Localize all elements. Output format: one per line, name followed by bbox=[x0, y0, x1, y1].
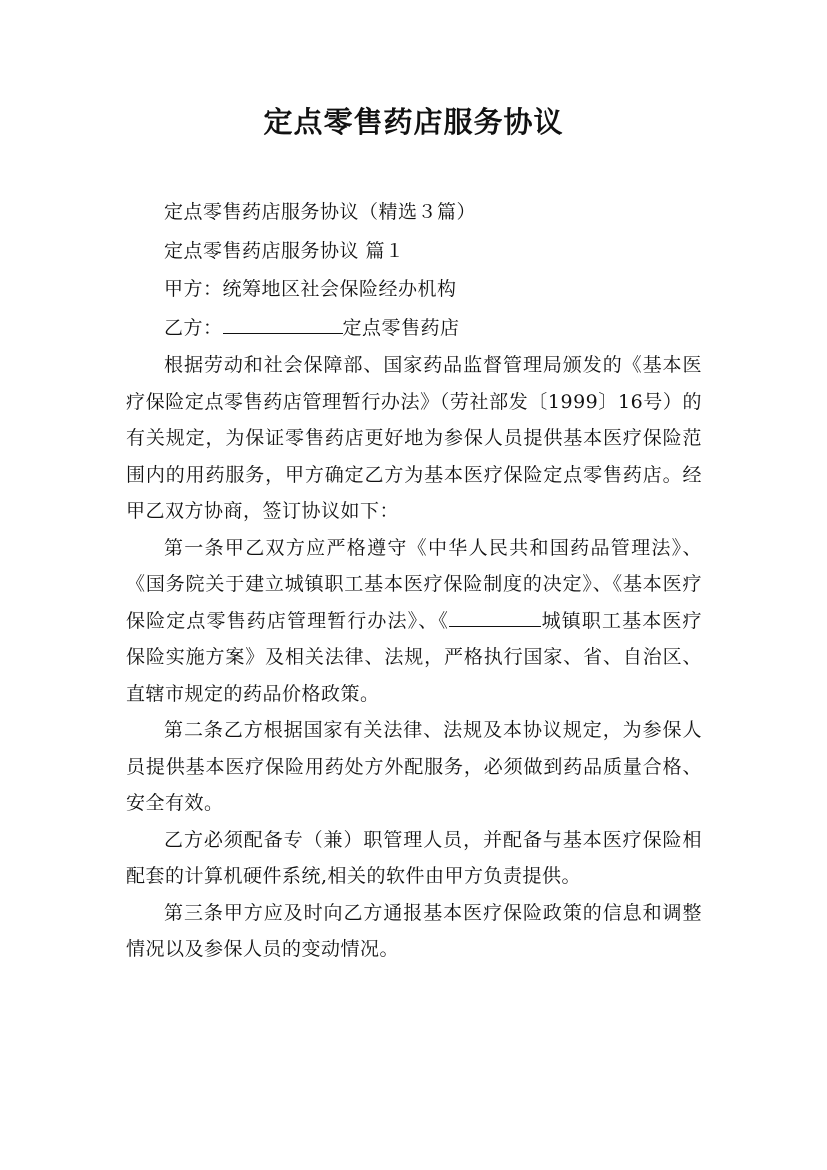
article-1-blank bbox=[449, 608, 541, 627]
article-1-paragraph bbox=[126, 530, 702, 713]
section-heading: 定点零售药店服务协议 篇１ bbox=[164, 239, 405, 262]
document-title: 定点零售药店服务协议 bbox=[263, 105, 564, 139]
document-body bbox=[126, 193, 702, 968]
party-b-prefix: 乙方： bbox=[164, 316, 223, 339]
article-2-paragraph: 第二条乙方根据国家有关法律、法规及本协议规定，为参保人员提供基本医疗保险用药处方外配服务，必须做到药品质量合格、安全有效。 bbox=[126, 719, 702, 814]
staffing-paragraph: 乙方必须配备专（兼）职管理人员，并配备与基本医疗保险相配套的计算机硬件系统,相关的软件由甲方负责提供。 bbox=[126, 828, 702, 887]
party-b-blank bbox=[223, 315, 343, 334]
intro-paragraph: 根据劳动和社会保障部、国家药品监督管理局颁发的《基本医疗保险定点零售药店管理暂行办法》（劳社部发〔1999〕16号）的有关规定，为保证零售药店更好地为参保人员提供基本医疗保险范围内的用药服务，甲方确定乙方为基本医疗保险定点零售药店。经甲乙双方协商，签订协议如下： bbox=[126, 354, 702, 522]
article-1-suffix: 城镇职工基本医疗保险实施方案》及相关法律、法规，严格执行国家、省、自治区、直辖市规定的药品价格政策。 bbox=[126, 609, 702, 705]
document-subtitle: 定点零售药店服务协议（精选３篇） bbox=[164, 201, 477, 223]
party-b-line bbox=[126, 309, 702, 348]
article-1-prefix: 第一条甲乙双方应严格遵守《中华人民共和国药品管理法》、《国务院关于建立城镇职工基本医疗保险制度的决定》、《基本医疗保险定点零售药店管理暂行办法》、《 bbox=[126, 536, 702, 632]
party-b-suffix: 定点零售药店 bbox=[342, 316, 460, 339]
party-a-line: 甲方：统筹地区社会保险经办机构 bbox=[164, 278, 457, 300]
article-3-paragraph: 第三条甲方应及时向乙方通报基本医疗保险政策的信息和调整情况以及参保人员的变动情况。 bbox=[126, 901, 702, 960]
